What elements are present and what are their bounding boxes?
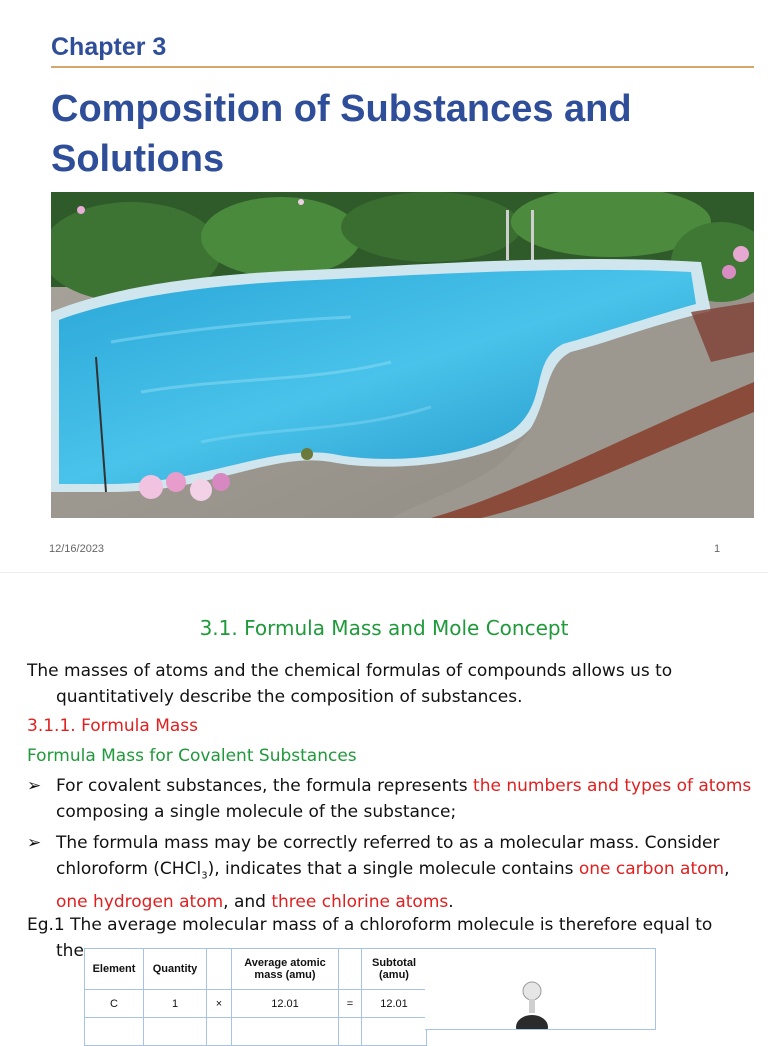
chapter-label: Chapter 3 xyxy=(51,33,167,61)
pool-photo xyxy=(51,192,754,518)
bullet-text: For covalent substances, the formula represents the numbers and types of atoms composing a single molecule of the substance; xyxy=(56,776,752,822)
arrow-bullet-icon: ➢ xyxy=(27,776,42,796)
chloroform-model-panel xyxy=(425,948,656,1030)
header-operator xyxy=(207,949,232,990)
bullet-text: The formula mass may be correctly referred to as a molecular mass. Consider chloroform (CHCl$_3$), indicates that a single molecule contains one carbon atom, one hydrogen atom, and three chlorine atoms. xyxy=(56,833,730,913)
header-average-mass: Average atomic mass (amu) xyxy=(232,949,339,990)
header-equals xyxy=(339,949,362,990)
header-subtotal: Subtotal (amu) xyxy=(362,949,427,990)
header-quantity: Quantity xyxy=(144,949,207,990)
header-element: Element xyxy=(85,949,144,990)
subheading-covalent: Formula Mass for Covalent Substances xyxy=(27,746,357,766)
slide-title-text: Composition of Substances and Solutions xyxy=(51,88,632,180)
slide-formula-mass xyxy=(0,590,768,1024)
cell-element: C xyxy=(85,990,144,1018)
bullet-chloroform xyxy=(27,830,757,915)
subsection-heading: 3.1.1. Formula Mass xyxy=(27,716,199,736)
example-continuation: the xyxy=(56,941,84,961)
table-header-row xyxy=(85,949,427,990)
table-row xyxy=(85,1018,427,1046)
section-title: 3.1. Formula Mass and Mole Concept xyxy=(199,616,569,640)
pool-illustration xyxy=(51,192,754,518)
intro-text: The masses of atoms and the chemical formulas of compounds allows us to quantitatively describe the composition of substances. xyxy=(27,661,673,707)
title-rule xyxy=(51,66,754,68)
cell-times: × xyxy=(207,990,232,1018)
molecular-mass-table xyxy=(84,948,427,1046)
slide-separator xyxy=(0,572,768,573)
bullet-covalent xyxy=(27,773,757,825)
cell-quantity: 1 xyxy=(144,990,207,1018)
cell-equals: = xyxy=(339,990,362,1018)
slide-date: 12/16/2023 xyxy=(49,543,105,555)
slide-page-number: 1 xyxy=(714,543,721,555)
example-line: Eg.1 The average molecular mass of a chloroform molecule is therefore equal to xyxy=(27,915,713,935)
cell-average-mass: 12.01 xyxy=(232,990,339,1018)
table-row xyxy=(85,990,427,1018)
cell-subtotal: 12.01 xyxy=(362,990,427,1018)
arrow-bullet-icon: ➢ xyxy=(27,833,42,853)
chloroform-molecule-icon xyxy=(425,949,655,1029)
intro-paragraph xyxy=(27,658,747,710)
